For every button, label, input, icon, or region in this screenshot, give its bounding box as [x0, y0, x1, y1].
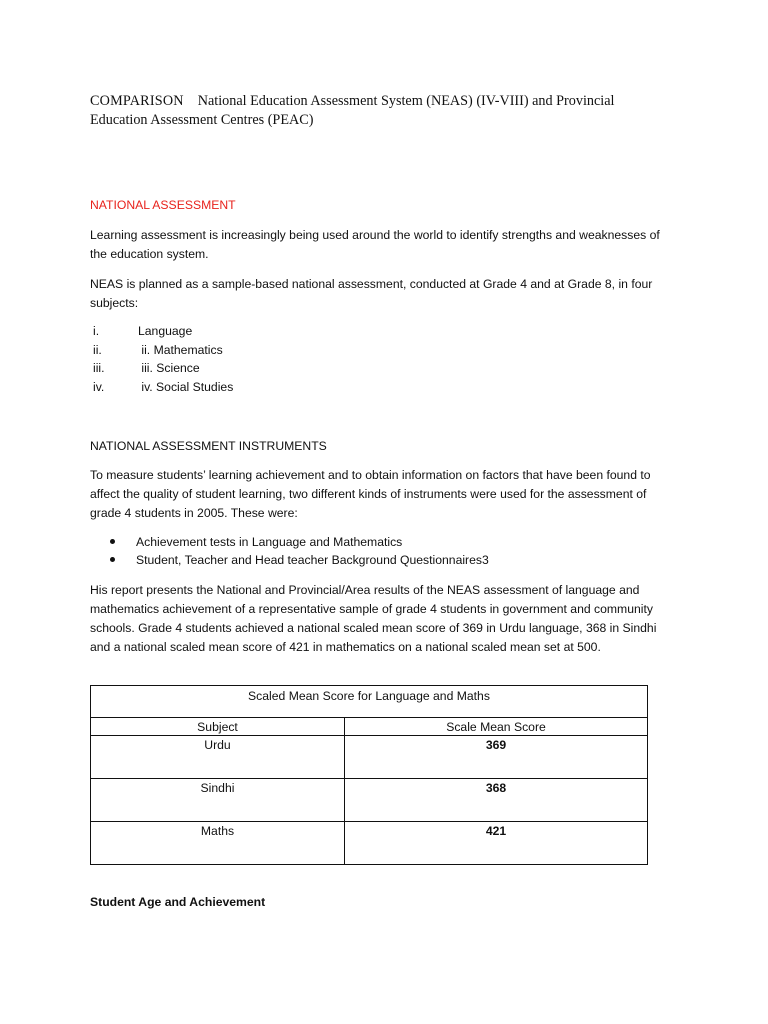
table-cell-subject: Maths: [91, 822, 345, 865]
table-cell-score: 369: [345, 736, 648, 779]
national-assessment-para-2: NEAS is planned as a sample-based national assessment, conducted at Grade 4 and at Grade 8, in four subjects:: [90, 277, 653, 310]
list-item-number: iii.: [93, 361, 105, 375]
bullet-text: Achievement tests in Language and Mathematics: [136, 535, 403, 549]
document-title: [90, 92, 690, 130]
bullet-icon: [110, 557, 115, 562]
bullet-text: Student, Teacher and Head teacher Background Questionnaires3: [136, 553, 489, 567]
title-prefix: COMPARISON: [90, 93, 184, 109]
table-row: [91, 822, 648, 865]
list-item-label: ii. Mathematics: [138, 343, 223, 357]
table-row: [91, 736, 648, 779]
table-header-score: Scale Mean Score: [345, 718, 648, 736]
table-cell-subject: Sindhi: [91, 779, 345, 822]
instruments-heading: NATIONAL ASSESSMENT INSTRUMENTS: [90, 439, 327, 453]
score-table: [90, 685, 648, 865]
bullet-item: [110, 534, 670, 550]
bullet-item: [110, 552, 670, 568]
list-item-number: i.: [93, 324, 100, 338]
list-item-label: iv. Social Studies: [138, 380, 234, 394]
list-item: [90, 379, 390, 395]
list-item-label: iii. Science: [138, 361, 200, 375]
list-item: [90, 360, 390, 376]
instruments-para-2: His report presents the National and Provincial/Area results of the NEAS assessment of language and mathematics achievement of a representative sample of grade 4 students in government and community schools. Grade 4 students achieved a national scaled mean score of 369 in Urdu language, 368 in Sindhi and a national scaled mean score of 421 in mathematics on a national scaled mean set at 500.: [90, 583, 657, 654]
age-section-heading: Student Age and Achievement: [90, 895, 266, 909]
table-cell-score: 421: [345, 822, 648, 865]
national-assessment-heading: NATIONAL ASSESSMENT: [90, 198, 236, 212]
list-item-number: iv.: [93, 380, 105, 394]
table-row: [91, 779, 648, 822]
bullet-icon: [110, 539, 115, 544]
national-assessment-para-1: Learning assessment is increasingly being used around the world to identify strengths and weaknesses of the education system.: [90, 228, 660, 261]
list-item: [90, 342, 390, 358]
table-caption: Scaled Mean Score for Language and Maths: [91, 686, 648, 718]
table-cell-subject: Urdu: [91, 736, 345, 779]
title-line2: Education Assessment Centres (PEAC): [90, 112, 314, 128]
title-main: National Education Assessment System (NEAS) (IV-VIII) and Provincial: [197, 93, 615, 109]
instruments-para-1: To measure students’ learning achievement and to obtain information on factors that have been found to affect the quality of student learning, two different kinds of instruments were used for the assessment of grade 4 students in 2005. These were:: [90, 468, 651, 520]
table-header-subject: Subject: [91, 718, 345, 736]
list-item-label: Language: [138, 324, 193, 338]
list-item: [90, 323, 390, 339]
table-cell-score: 368: [345, 779, 648, 822]
list-item-number: ii.: [93, 343, 102, 357]
